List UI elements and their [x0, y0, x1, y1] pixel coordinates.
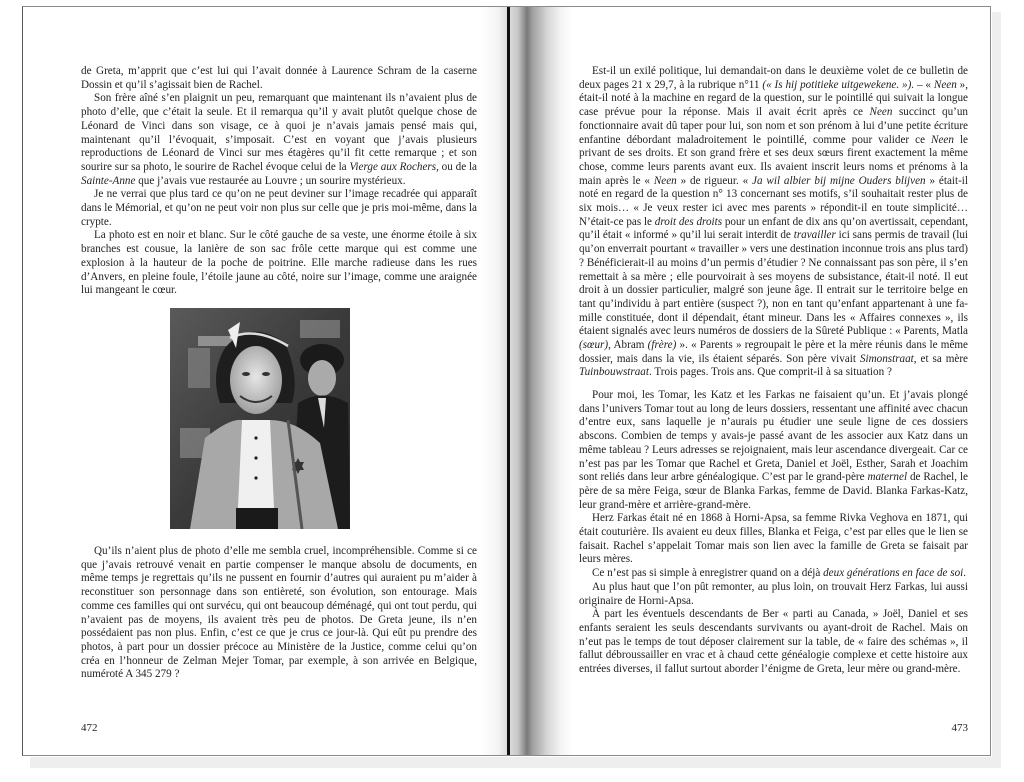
right-page — [579, 7, 968, 755]
paragraph: Son frère aîné s’en plaignit un peu, remarquant que maintenant ils n’avaient plus de photo d’elle, que c’était la seule. Et il remarqua qu’il y avait plutôt quelque chose de Léonard de Vinci dans son visage, ce à quoi je n’avais jamais pensé mais qui, maintenant qu’il l’évoquait, s’imposait. C’est en voyant que j’avais plusieurs reproductions de Léonard de Vinci sur mes étagères qu’il fit cette remarque ; et son sourire sur sa photo, le sourire de Rachel évoque celui de la Vierge aux Rochers, ou de la Sainte-Anne que j’avais vue restaurée au Louvre ; un sourire mystérieux. — [81, 92, 477, 187]
paragraph: Qu’ils n’aient plus de photo d’elle me sembla cruel, incompréhensible. Comme si ce que j’avais retrouvé venait en partie compenser le manque absolu de documents, en même temps je regrettais qu’ils ne pussent en fournir d’autres qui auraient pu m’aider à reconstituer son personnage dans son entièreté, son évolution, son entourage. Mais comme ces familles qui ont survécu, qui ont beaucoup déménagé, qui ont tout perdu, qui n’avaient pas de moyens, ils avaient très peu de photos. De Greta jeune, ils n’en possédaient pas non plus. Enfin, c’est ce que je crus ce jour-là. Qui eût pu prendre des photos, à part pour un dossier précoce au Ministère de la Justice, comme celui qu’on créa en l’honneur de Zelman Mejer Tomar, par exemple, à son arrivée en Belgique, numéroté A 345 279 ? — [81, 545, 477, 681]
paragraph: La photo est en noir et blanc. Sur le côté gauche de sa veste, une énorme étoile à six branches est cousue, la lanière de son sac frôle cette marque qui est comme une explosion à la hauteur de la poche de poitrine. Elle marche radieuse dans les rues d’Anvers, en pleine foule, l’étoile jaune au côté, noire sur l’image, comme une araignée lui mangeant le cœur. — [81, 229, 477, 297]
left-page — [81, 7, 477, 755]
page-shadow-bottom — [30, 757, 1001, 768]
paragraph: Pour moi, les Tomar, les Katz et les Farkas ne faisaient qu’un. Et j’avais plongé dans l’univers Tomar tout au long de leurs dossiers, ressentant une affinité avec chacun d’entre eux, sans laquelle je n’aurais pu étudier une seule ligne de ces dossiers abscons. Combien de temps y avais-je passé avant de les associer aux Katz dans un même tableau ? Leurs adresses se rejoignaient, mais leur ascendance divergeait. Car ce n’est pas par les Tomar que Rachel et Greta, Daniel et Joël, Esther, Sarah et Joachim sont reliés dans leur arbre généalogique. C’est par le grand-père maternel de Rachel, le père de sa mère Feiga, sœur de Blanka Farkas, femme de David. Blanka Farkas-Katz, leur grand-mère et arrière-grand-mère. — [579, 389, 968, 511]
book-spine — [507, 7, 510, 755]
paragraph: Je ne verrai que plus tard ce qu’on ne peut deviner sur l’image recadrée qui apparaît dans le Mémorial, et qu’on ne peut voir non plus sur celle que je pris moi-même, dans la crypte. — [81, 188, 477, 228]
portrait-photo-image — [170, 308, 350, 529]
paragraph: Herz Farkas était né en 1868 à Horni-Apsa, sa femme Rivka Veghova en 1871, qui était couturière. Ils avaient eu deux filles, Blanka et Feiga, c’est par elles que le lien se faisait. Rachel s’appelait Tomar mais son lien avec la famille de Greta se faisait par leurs mères. — [579, 512, 968, 566]
paragraph: Au plus haut que l’on pût remonter, au plus loin, on trouvait Herz Farkas, lui aussi originaire de Horni-Apsa. — [579, 580, 968, 607]
right-text-top — [579, 65, 968, 380]
paragraph: Est-il un exilé politique, lui demandait-on dans le deuxième volet de ce bulletin de deux pages 21 x 29,7, à la rubrique n°11 (« Is hij potitieke uitgewekene. »). – « Neen », était-il noté à la machine en regard de la question, sur le pointillé qui suivait la longue case prévue pour la réponse. Mais il avait écrit après ce Neen succinct qu’un fonctionnaire avait dû taper pour lui, son nom et son prénom à lui d’une petite écriture enfantine débordant maladroitement le pointillé, comme pour valider ce Neen le privant de ses droits. Et son grand frère et ses deux sœurs firent exactement la même chose, comme leurs parents avant eux. Ils avaient inscrit leurs noms et prénoms à la main après le « Neen » de rigueur. « Ja wil albier bij mijne Ouders blijven » était-il noté en regard de la question n° 13 concernant ses motifs, s’il souhaitait rester plus de six mois… « Je veux rester ici avec mes parents » répondit-il en toute simplicité… N’était-ce pas le droit des droits pour un enfant de dix ans qu’on avertissait, cependant, qu’il était « informé » qu’il lui serait interdit de travailler ici sans permis de travail (lui qu’on enverrait pourtant « travailler » vers une destination inconnue trois ans plus tard) ? Bénéficierait-il au moins d’un permis d’étudier ? Ne connaissant pas son père, il s’en remettait à sa mère ; elle pourvoirait à ses moyens de subsistance, était-il noté. Il eut droit à un dossier particulier, malgré son jeune âge. Il entrait sur le territoire belge en tant qu’individu à part entière (suspect ?), non en tant qu’enfant appartenant à une famille constituée, dont il dépendait, étant mineur. Dans les « Affaires connexes », ils étaient signalés avec leurs numéros de dossiers de la Sûreté Publique : « Parents, Matla (sœur), Abram (frère) ». « Parents » regroupait le père et la mère réunis dans le même dossier, mais dans la vie, ils étaient séparés. Son père vivait Simonstraat, et sa mère Tuinbouwstraat. Trois pages. Trois ans. Que comprit-il à sa situation ? — [579, 65, 969, 379]
page-number-right: 473 — [951, 722, 968, 734]
paragraph: Ce n’est pas si simple à enregistrer quand on a déjà deux générations en face de soi. — [592, 567, 967, 580]
book-gutter-shadow — [481, 7, 573, 755]
left-text-top — [81, 65, 477, 298]
photo-rachel — [170, 308, 350, 529]
page-shadow-right — [992, 12, 1001, 768]
left-text-bottom — [81, 545, 477, 682]
paragraph: À part les éventuels descendants de Ber « parti au Canada, » Joël, Daniel et ses enfants seraient les seuls descendants survivants ou ayant-droit de Rachel. Mais on n’eut pas le temps de tout déposer clairement sur la table, de « faire des schémas », il fallut débroussailler en vrac et à chaud cette généalogie complexe et cette histoire aux entrées diverses, il fallut surtout aborder l’énigme de Greta, leur mère ou grand-mère. — [579, 608, 968, 676]
page-number-left: 472 — [81, 722, 98, 734]
open-book-spread — [22, 6, 991, 756]
paragraph: de Greta, m’apprit que c’est lui qui l’avait donnée à Laurence Schram de la caserne Dossin et qu’il s’agissait bien de Rachel. — [81, 65, 477, 91]
right-text-bottom — [579, 389, 968, 677]
